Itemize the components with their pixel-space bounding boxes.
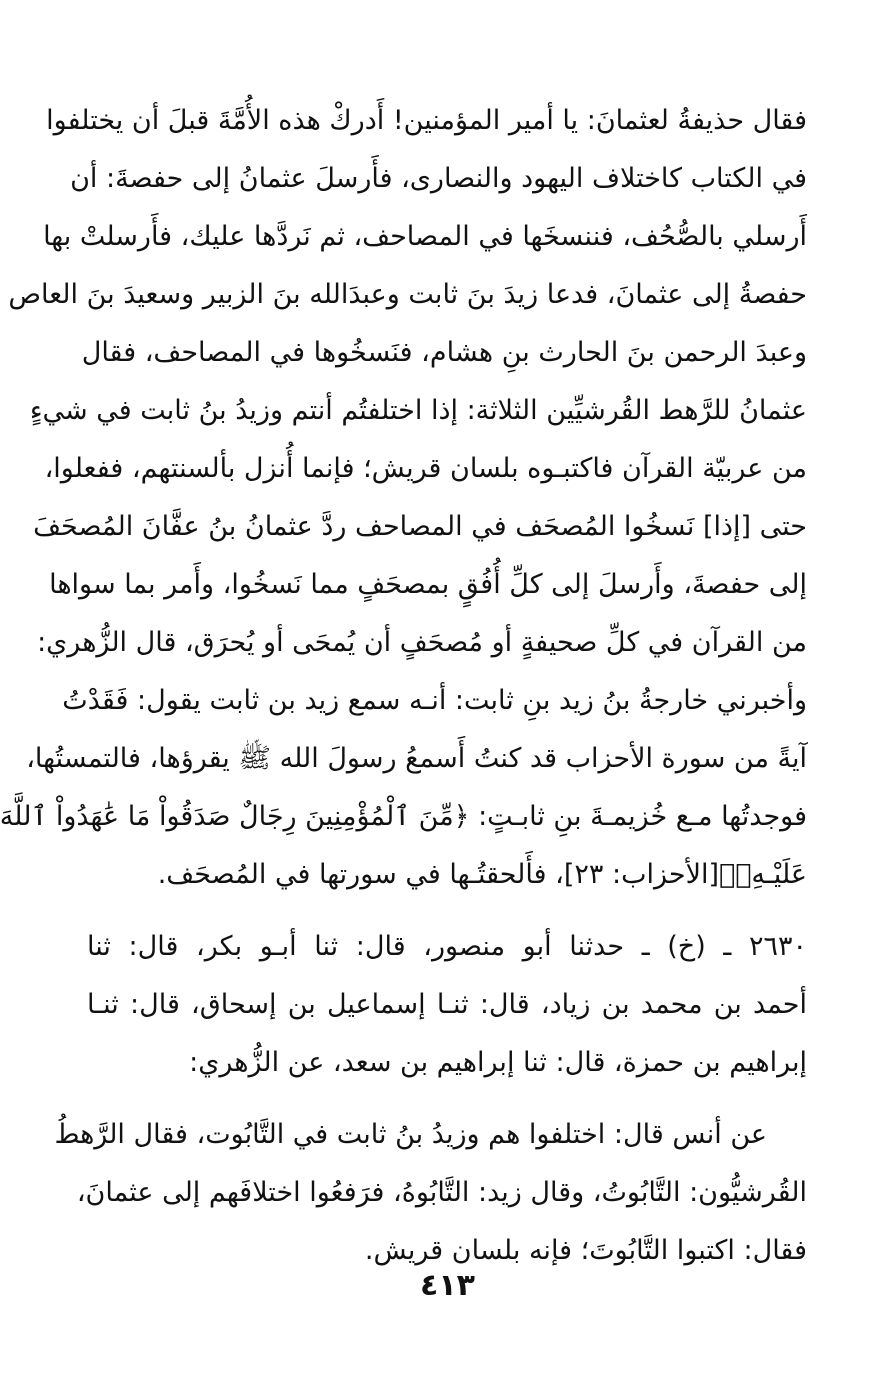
text-line: أَرسلي بالصُّحُف، فننسخَها في المصاحف، ثم نَردَّها عليك، فأَرسلتْ بها [43,221,807,252]
text-line: القُرشيُّون: التَّابُوتُ، وقال زيد: التَّابُوهُ، فرَفعُوا اختلافَهم إلى عثمانَ، [76,1177,807,1208]
text-line: حتى [إذا] نَسخُوا المُصحَف في المصاحف ردَّ عثمانُ بنُ عفَّانَ المُصحَفَ [33,511,807,542]
text-line: عَلَيْـهِۖ﴾[الأحزاب: ٢٣]، فأَلحقتُـها في سورتها في المُصحَف. [157,859,807,890]
paragraph-gap [87,904,807,918]
paragraph-1 [0,92,807,904]
text-line: حفصةُ إلى عثمانَ، فدعا زيدَ بنَ ثابت وعبدَالله بنَ الزبير وسعيدَ بنَ العاص [8,279,807,310]
text-line: آيةً من سورة الأحزاب قد كنتُ أَسمعُ رسولَ الله ﷺ يقرؤها، فالتمستُها، [26,743,807,774]
hadith-number-line: ٢٦٣٠ ـ (خ) ـ حدثنا أبو منصور، قال: ثنا أبـو بكر، قال: ثنا [87,931,807,962]
text-line: عثمانُ للرَّهط القُرشيِّين الثلاثة: إذا اختلفتُم أنتم وزيدُ بنُ ثابت في شيءٍ [29,395,807,426]
text-line: من عربيّة القرآن فاكتبـوه بلسان قريش؛ فإنما أُنزل بألسنتهم، ففعلوا، [44,453,807,484]
page-number: ٤١٣ [420,1268,475,1303]
text-line: إبراهيم بن حمزة، قال: ثنا إبراهيم بن سعد، عن الزُّهري: [189,1047,807,1078]
text-line: إلى حفصةَ، وأَرسلَ إلى كلِّ أُفُقٍ بمصحَفٍ مما نَسخُوا، وأَمر بما سواها [49,569,807,600]
text-line: عن أنس قال: اختلفوا هم وزيدُ بنُ ثابت في التَّابُوت، فقال الرَّهطُ [54,1119,767,1150]
text-line: أحمد بن محمد بن زياد، قال: ثنـا إسماعيل بن إسحاق، قال: ثنـا [87,989,807,1020]
text-line: في الكتاب كاختلاف اليهود والنصارى، فأَرسلَ عثمانُ إلى حفصةَ: أن [70,163,807,194]
paragraph-gap [87,1092,807,1106]
text-line: وعبدَ الرحمن بنَ الحارث بنِ هشام، فنَسخُوها في المصاحف، فقال [81,337,807,368]
text-line: من القرآن في كلِّ صحيفةٍ أو مُصحَفٍ أن يُمحَى أو يُحرَق، قال الزُّهري: [37,627,807,658]
paragraph-2-hadith-chain [87,918,807,1092]
text-line: وأخبرني خارجةُ بنُ زيد بنِ ثابت: أنـه سمع زيد بن ثابت يقول: فَقَدْتُ [62,685,807,716]
page-body [0,92,807,1280]
paragraph-3-hadith-text [54,1106,807,1280]
text-line: فقال حذيفةُ لعثمانَ: يا أمير المؤمنين! أَدركْ هذه الأُمَّةَ قبلَ أن يختلفوا [46,105,807,136]
text-line-quran-verse: فوجدتُها مـع خُزيمـةَ بنِ ثابـتٍ: ﴿مِّنَ ٱلْمُؤْمِنِينَ رِجَالٌ صَدَقُواْ مَا عَٰهَدُواْ ٱللَّهَ [0,801,807,832]
text-line: فقال: اكتبوا التَّابُوتَ؛ فإنه بلسان قريش. [364,1235,807,1266]
